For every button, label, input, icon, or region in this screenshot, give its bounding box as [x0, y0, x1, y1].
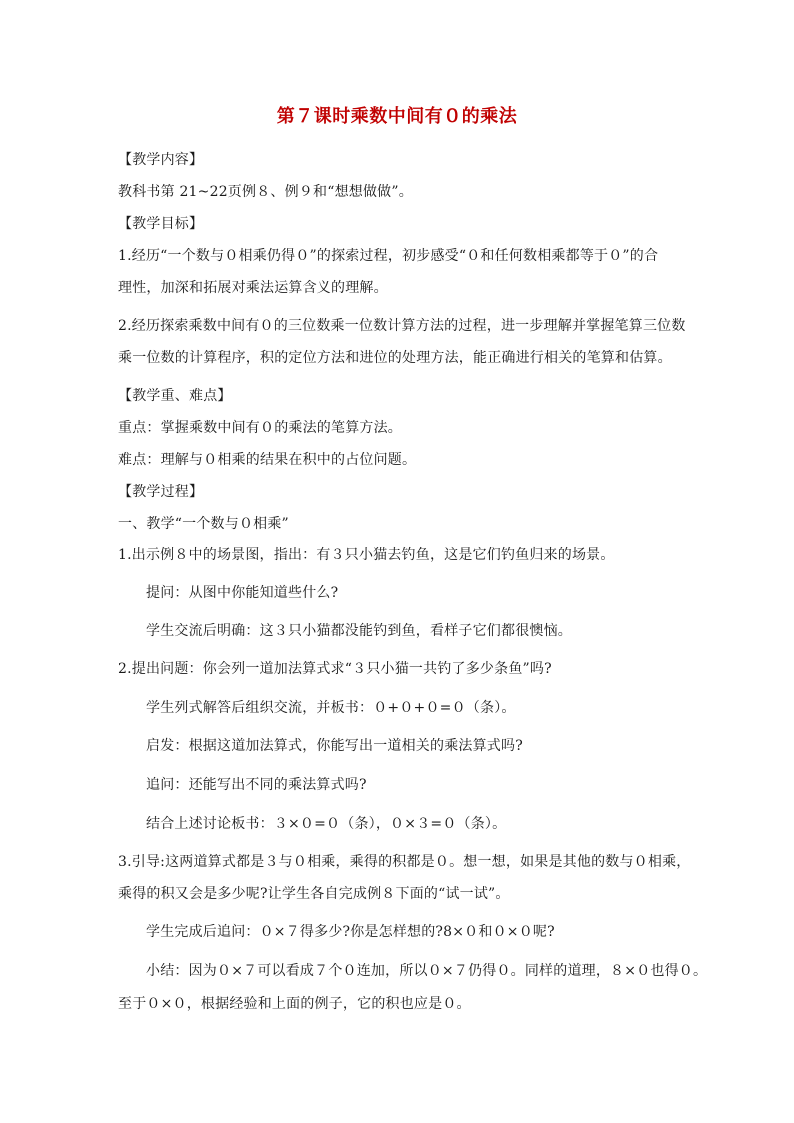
paragraph-line: 1.出示例８中的场景图，指出：有３只小猫去钓鱼，这是它们钓鱼归来的场景。: [118, 547, 615, 563]
paragraph-line: 结合上述讨论板书：３×０=０（条），０×３=０（条）。: [146, 816, 507, 832]
paragraph-line: 乘一位数的计算程序，积的定位方法和进位的处理方法，能正确进行相关的笔算和估算。: [118, 350, 672, 366]
paragraph-line: 学生交流后明确：这３只小猫都没能钓到鱼，看样子它们都很懊恼。: [146, 623, 572, 639]
paragraph-line: 学生列式解答后组织交流，并板书：０+０+０=０（条）。: [146, 700, 516, 716]
paragraph-line: 学生完成后追问：０×７得多少?你是怎样想的?8×０和０×０呢?: [146, 924, 555, 940]
paragraph-line: 至于０×０，根据经验和上面的例子，它的积也应是０。: [118, 996, 471, 1012]
paragraph-line: 2.提出问题：你会列一道加法算式求“３只小猫一共钓了多少条鱼”吗?: [118, 661, 552, 677]
paragraph-line: 理性，加深和拓展对乘法运算含义的理解。: [118, 280, 388, 296]
paragraph-line: 教科书第 21~22页例８、例９和“想想做做”。: [118, 184, 413, 200]
paragraph-line: 小结：因为０×７可以看成７个０连加，所以０×７仍得０。同样的道理，８×０也得０。: [146, 963, 708, 979]
paragraph-line: 一、教学“一个数与０相乘”: [118, 516, 289, 532]
paragraph-line: 2.经历探索乘数中间有０的三位数乘一位数计算方法的过程，进一步理解并掌握笔算三位数: [118, 318, 686, 334]
page-title: 第７课时乘数中间有０的乘法: [276, 106, 518, 127]
section-heading-key-points: 【教学重、难点】: [118, 388, 232, 404]
section-heading-objectives: 【教学目标】: [118, 216, 204, 232]
paragraph-line: 乘得的积又会是多少呢?让学生各自完成例８下面的“试一试”。: [118, 886, 510, 902]
paragraph-line: 1.经历“一个数与０相乘仍得０”的探索过程，初步感受“０和任何数相乘都等于０”的合: [118, 248, 659, 264]
paragraph-line: 难点：理解与０相乘的结果在积中的占位问题。: [118, 452, 417, 468]
paragraph-line: 启发：根据这道加法算式，你能写出一道相关的乘法算式吗?: [146, 738, 523, 754]
paragraph-line: 提问：从图中你能知道些什么?: [146, 585, 339, 601]
paragraph-line: 追问：还能写出不同的乘法算式吗?: [146, 777, 367, 793]
paragraph-line: 重点：掌握乘数中间有０的乘法的笔算方法。: [118, 420, 402, 436]
section-heading-process: 【教学过程】: [118, 484, 204, 500]
section-heading-content: 【教学内容】: [118, 152, 204, 168]
paragraph-line: 3.引导:这两道算式都是３与０相乘，乘得的积都是０。想一想，如果是其他的数与０相乘，: [118, 854, 691, 870]
